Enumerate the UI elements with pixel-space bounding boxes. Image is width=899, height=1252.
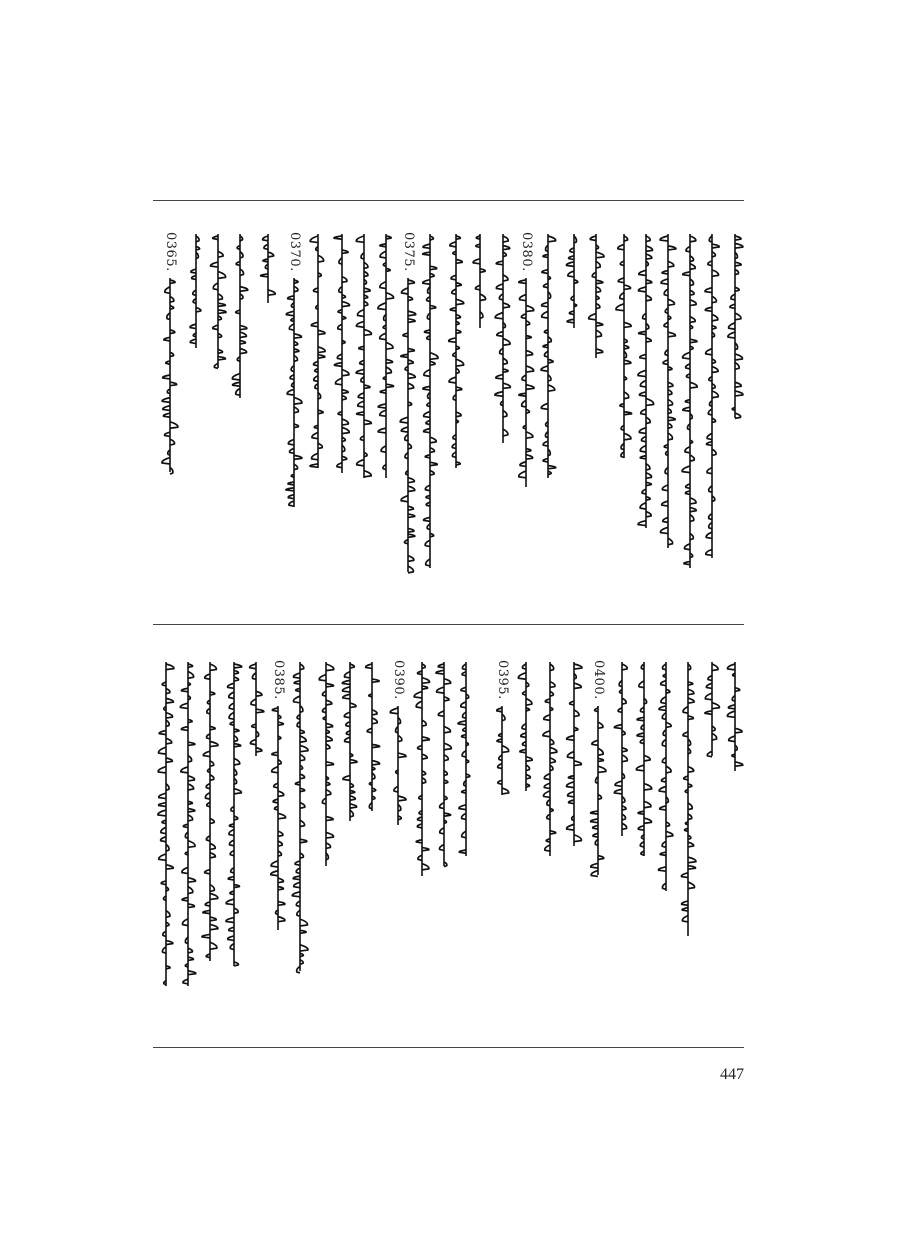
mongolian-script-line bbox=[725, 232, 745, 422]
text-column bbox=[340, 660, 360, 1040]
page-number: 447 bbox=[720, 1066, 744, 1083]
mongolian-script-line bbox=[634, 660, 654, 860]
text-column bbox=[678, 660, 698, 1040]
mongolian-script-line bbox=[516, 660, 536, 795]
line-number: 0375. bbox=[401, 232, 416, 272]
text-column bbox=[420, 232, 440, 632]
text-column bbox=[612, 660, 632, 1040]
text-column bbox=[516, 660, 536, 1040]
line-number: 0380. bbox=[519, 232, 534, 272]
mongolian-script-line bbox=[564, 232, 584, 332]
text-column bbox=[412, 660, 432, 1040]
mongolian-script-line bbox=[412, 660, 432, 880]
mongolian-script-line bbox=[470, 232, 490, 332]
mongolian-script-line bbox=[332, 232, 352, 477]
mongolian-script-line bbox=[420, 232, 440, 572]
mongolian-script-line bbox=[354, 232, 374, 482]
mongolian-script-line bbox=[538, 232, 558, 482]
mongolian-script-line bbox=[362, 660, 382, 815]
text-column bbox=[434, 660, 454, 1040]
mongolian-script-line bbox=[200, 660, 220, 965]
text-column bbox=[230, 232, 250, 632]
text-column bbox=[398, 232, 418, 632]
mongolian-script-line bbox=[284, 276, 304, 511]
text-column bbox=[702, 660, 722, 1040]
text-column bbox=[186, 232, 206, 632]
top-rule bbox=[153, 200, 744, 201]
top-text-panel bbox=[153, 232, 744, 632]
mongolian-script-line bbox=[658, 232, 678, 552]
mongolian-script-line bbox=[308, 232, 328, 472]
text-column bbox=[224, 660, 244, 1040]
text-column bbox=[156, 660, 176, 1040]
text-column bbox=[680, 232, 700, 632]
text-column bbox=[284, 232, 304, 632]
mongolian-script-line bbox=[702, 660, 722, 760]
mongolian-script-line bbox=[398, 276, 418, 576]
mongolian-script-line bbox=[388, 704, 408, 829]
text-column bbox=[702, 232, 722, 632]
line-number: 0400. bbox=[591, 660, 606, 700]
mongolian-script-line bbox=[656, 660, 676, 895]
mongolian-script-line bbox=[636, 232, 656, 532]
text-column bbox=[362, 660, 382, 1040]
text-column bbox=[564, 660, 584, 1040]
mongolian-script-line bbox=[702, 232, 722, 562]
text-column bbox=[564, 232, 584, 632]
text-column bbox=[376, 232, 396, 632]
text-column bbox=[290, 660, 310, 1040]
line-number: 0395. bbox=[495, 660, 510, 700]
text-column bbox=[538, 232, 558, 632]
mongolian-script-line bbox=[376, 232, 396, 482]
text-column bbox=[258, 232, 278, 632]
text-column bbox=[493, 232, 513, 632]
line-number: 0390. bbox=[391, 660, 406, 700]
text-column bbox=[656, 660, 676, 1040]
mongolian-script-line bbox=[230, 232, 250, 402]
text-column bbox=[636, 232, 656, 632]
mongolian-script-line bbox=[186, 232, 206, 352]
mongolian-script-line bbox=[516, 276, 536, 491]
mongolian-script-line bbox=[680, 232, 700, 572]
mongolian-script-line bbox=[446, 232, 466, 472]
mongolian-script-line bbox=[224, 660, 244, 970]
mongolian-script-line bbox=[540, 660, 560, 860]
mongolian-script-line bbox=[564, 660, 584, 850]
mongolian-script-line bbox=[246, 660, 266, 760]
mongolian-script-line bbox=[160, 276, 180, 476]
mongolian-script-line bbox=[290, 660, 310, 975]
text-column bbox=[456, 660, 476, 1040]
text-column bbox=[200, 660, 220, 1040]
mongolian-script-line bbox=[586, 232, 606, 362]
mongolian-script-line bbox=[493, 232, 513, 447]
mongolian-script-line bbox=[678, 660, 698, 940]
text-column bbox=[725, 232, 745, 632]
mongolian-script-line bbox=[208, 232, 228, 372]
mongolian-script-line bbox=[258, 232, 278, 307]
text-column bbox=[446, 232, 466, 632]
text-column bbox=[308, 232, 328, 632]
line-number: 0370. bbox=[287, 232, 302, 272]
text-column bbox=[246, 660, 266, 1040]
bottom-text-panel bbox=[153, 660, 744, 1040]
text-column bbox=[634, 660, 654, 1040]
mongolian-script-line bbox=[156, 660, 176, 990]
text-column bbox=[178, 660, 198, 1040]
line-number: 0385. bbox=[271, 660, 286, 700]
text-column bbox=[388, 660, 408, 1040]
mongolian-script-line bbox=[434, 660, 454, 870]
text-column bbox=[725, 660, 745, 1040]
text-column bbox=[470, 232, 490, 632]
mongolian-script-line bbox=[178, 660, 198, 990]
text-column bbox=[516, 232, 536, 632]
text-column bbox=[658, 232, 678, 632]
text-column bbox=[268, 660, 288, 1040]
mongolian-script-line bbox=[588, 704, 608, 879]
text-column bbox=[208, 232, 228, 632]
mongolian-script-line bbox=[492, 704, 512, 799]
mongolian-script-line bbox=[340, 660, 360, 825]
text-column bbox=[540, 660, 560, 1040]
mongolian-script-line bbox=[725, 660, 745, 775]
text-column bbox=[586, 232, 606, 632]
text-column bbox=[316, 660, 336, 1040]
bottom-rule bbox=[153, 1047, 744, 1048]
mongolian-script-line bbox=[268, 704, 288, 934]
mongolian-script-line bbox=[456, 660, 476, 860]
text-column bbox=[354, 232, 374, 632]
text-column bbox=[332, 232, 352, 632]
mongolian-script-line bbox=[612, 660, 632, 840]
mongolian-script-line bbox=[316, 660, 336, 870]
text-column bbox=[160, 232, 180, 632]
line-number: 0365. bbox=[163, 232, 178, 272]
text-column bbox=[614, 232, 634, 632]
text-column bbox=[588, 660, 608, 1040]
text-column bbox=[492, 660, 512, 1040]
mongolian-script-line bbox=[614, 232, 634, 462]
